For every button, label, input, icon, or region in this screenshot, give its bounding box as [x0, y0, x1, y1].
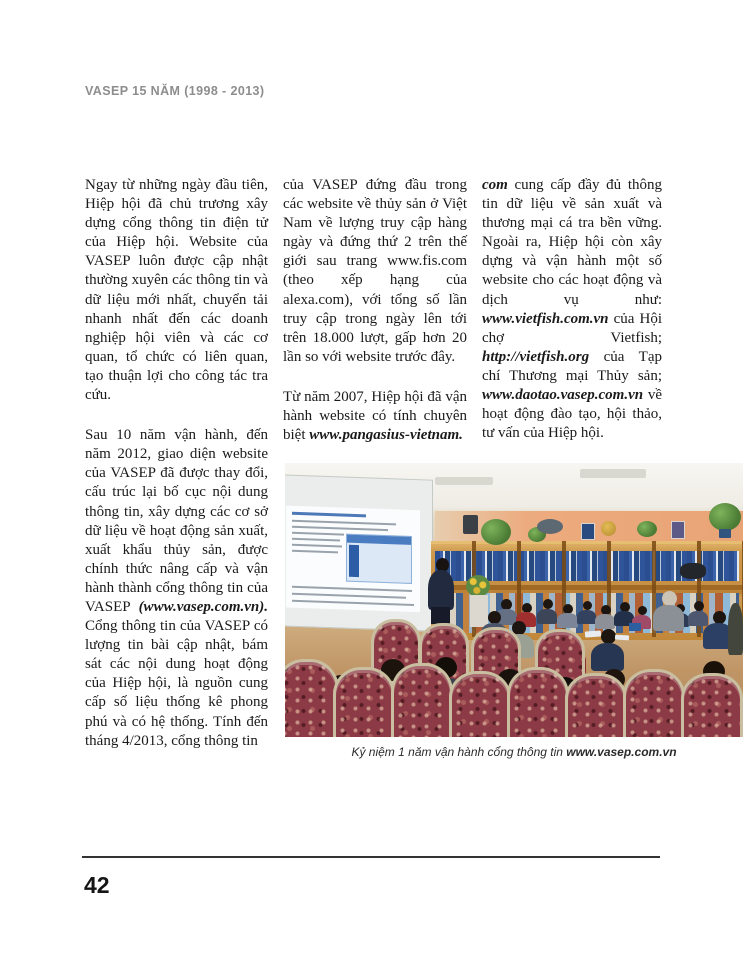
article-column-1	[85, 176, 268, 772]
paragraph	[283, 176, 467, 367]
projection-screen	[285, 474, 433, 631]
flower-bouquet	[466, 575, 490, 597]
audience-head	[694, 601, 704, 611]
picture-frame	[581, 523, 595, 540]
flower-stand	[470, 595, 488, 627]
webpage-text-line	[292, 600, 414, 606]
audience-head-gray-hair	[662, 591, 677, 606]
gold-plaque	[601, 521, 616, 536]
webpage-text-line	[292, 532, 344, 536]
black-bag	[680, 563, 706, 579]
chair	[391, 663, 453, 737]
audience-head	[543, 599, 553, 609]
text-run: Ngay từ những ngày đầu tiên, Hiệp hội đã chủ trương xây dựng cổng thông tin điện tử của Hiệp hội. Website của VASEP luôn được cập nhật thường xuyên các thông tin và dữ liệu mới nhất, chuyển tải nhanh nhất đến các doanh nghiệp hội viên và các cơ quan, tổ chức có liên quan, tạo thuận lợi cho công tác tra cứu.	[85, 177, 268, 404]
paragraph	[482, 176, 662, 443]
audience-head	[638, 606, 647, 615]
event-photo	[285, 463, 743, 737]
paragraph	[85, 176, 268, 405]
audience-torso	[688, 611, 708, 626]
webpage-text-line	[292, 526, 388, 531]
wall-speaker	[463, 515, 478, 534]
ceiling-light	[435, 477, 493, 485]
footer-rule	[82, 856, 660, 858]
chair	[449, 671, 511, 737]
audience-torso	[557, 613, 578, 628]
webpage-title-line	[292, 512, 366, 518]
webpage-text-line	[292, 586, 412, 592]
webpage-text-line	[292, 544, 342, 548]
audience-torso	[577, 610, 596, 624]
ceiling-light	[580, 469, 646, 478]
webpage-text-line	[292, 538, 340, 542]
webpage-screenshot-header	[347, 535, 411, 545]
url-text: (www.vasep.com.vn).	[138, 598, 268, 615]
url-text: com	[482, 177, 508, 193]
audience-torso	[653, 605, 684, 631]
url-text: www.pangasius-vietnam.	[309, 427, 463, 444]
webpage-text-line	[292, 550, 338, 554]
text-run: của Tạp chí Thương mại Thủy sản;	[482, 348, 662, 384]
text-run: của VASEP đứng đầu trong các website về thủy sản ở Việt Nam về lượng truy cập hàng ngày và đứng thứ 2 trên thế giới sau trang www.fis.com (theo xếp hạng của alexa.com), với tổng số lần truy cập trong ngày lên tới trên 18.000 lượt, gấp hơn 20 lần so với website trước đây.	[283, 177, 467, 365]
text-run: về hoạt động đào tạo, hội thảo, tư vấn của Hiệp hội.	[482, 387, 662, 442]
table-papers	[585, 630, 601, 637]
page-header: VASEP 15 NĂM (1998 - 2013)	[85, 84, 265, 98]
chair	[333, 667, 395, 737]
potted-plant	[481, 519, 511, 545]
presenter-body	[428, 570, 454, 610]
audience-torso	[591, 643, 624, 671]
article-column-3	[482, 176, 662, 464]
chair	[681, 673, 743, 737]
text-run: Sau 10 năm vận hành, đến năm 2012, giao diện website của VASEP đã được thay đổi, cấu trúc lại bố cục nội dung thông tin, xây dựng các cơ sở dữ liệu về hoạt động sản xuất, xuất khẩu thủy sản, được chính thức nâng cấp và vận hành thành cổng thông tin của VASEP	[85, 427, 268, 615]
picture-frame	[671, 521, 685, 539]
chair	[623, 669, 685, 737]
webpage-screenshot	[346, 534, 412, 584]
screen-webpage	[286, 506, 420, 613]
webpage-screenshot-nav	[349, 545, 359, 577]
blue-book-stack	[629, 623, 641, 631]
plant-pot	[719, 529, 731, 538]
audience-head	[583, 601, 592, 610]
text-run: cung cấp đầy đủ thông tin dữ liệu về sản xuất và thương mại cá tra bền vững. Ngoài ra, Hiệp hội còn xây dựng và vận hành một số website cho các hoạt động và dịch vụ như:	[482, 177, 662, 308]
presenter-skirt	[431, 607, 450, 624]
dark-decor	[537, 519, 563, 534]
text-run: của Hội chợ Vietfish;	[482, 310, 662, 346]
text-run: Cổng thông tin của VASEP có lượng tin bài cập nhật, bám sát các nội dung hoạt động của Hiệp hội, là nguồn cung cấp số liệu thống kê phong phú và có hệ thống. Tính đến tháng 4/2013, cổng thông tin	[85, 618, 268, 749]
audience-torso	[728, 603, 743, 655]
potted-plant	[637, 521, 657, 537]
url-text: www.vasep.com.vn	[566, 745, 677, 759]
photo-caption	[285, 745, 743, 759]
audience-torso	[537, 609, 557, 624]
url-text: www.daotao.vasep.com.vn	[482, 387, 644, 404]
url-text: http://vietfish.org	[482, 348, 590, 365]
potted-plant	[709, 503, 741, 531]
paragraph	[85, 426, 268, 751]
article-column-2	[283, 176, 467, 466]
webpage-text-line	[292, 593, 406, 599]
url-text: www.vietfish.com.vn	[482, 310, 609, 327]
chair	[507, 667, 569, 737]
paragraph	[283, 388, 467, 445]
audience-head	[601, 629, 616, 644]
table-papers	[615, 635, 629, 641]
chair	[285, 659, 339, 737]
page-number: 42	[84, 872, 110, 898]
text-run: Từ năm 2007, Hiệp hội đã vận hành website có tính chuyên biệt	[283, 388, 467, 444]
chair	[565, 673, 627, 737]
audience-torso	[595, 614, 615, 629]
webpage-text-line	[292, 520, 396, 526]
text-run: Kỷ niệm 1 năm vận hành cổng thông tin	[351, 745, 567, 759]
